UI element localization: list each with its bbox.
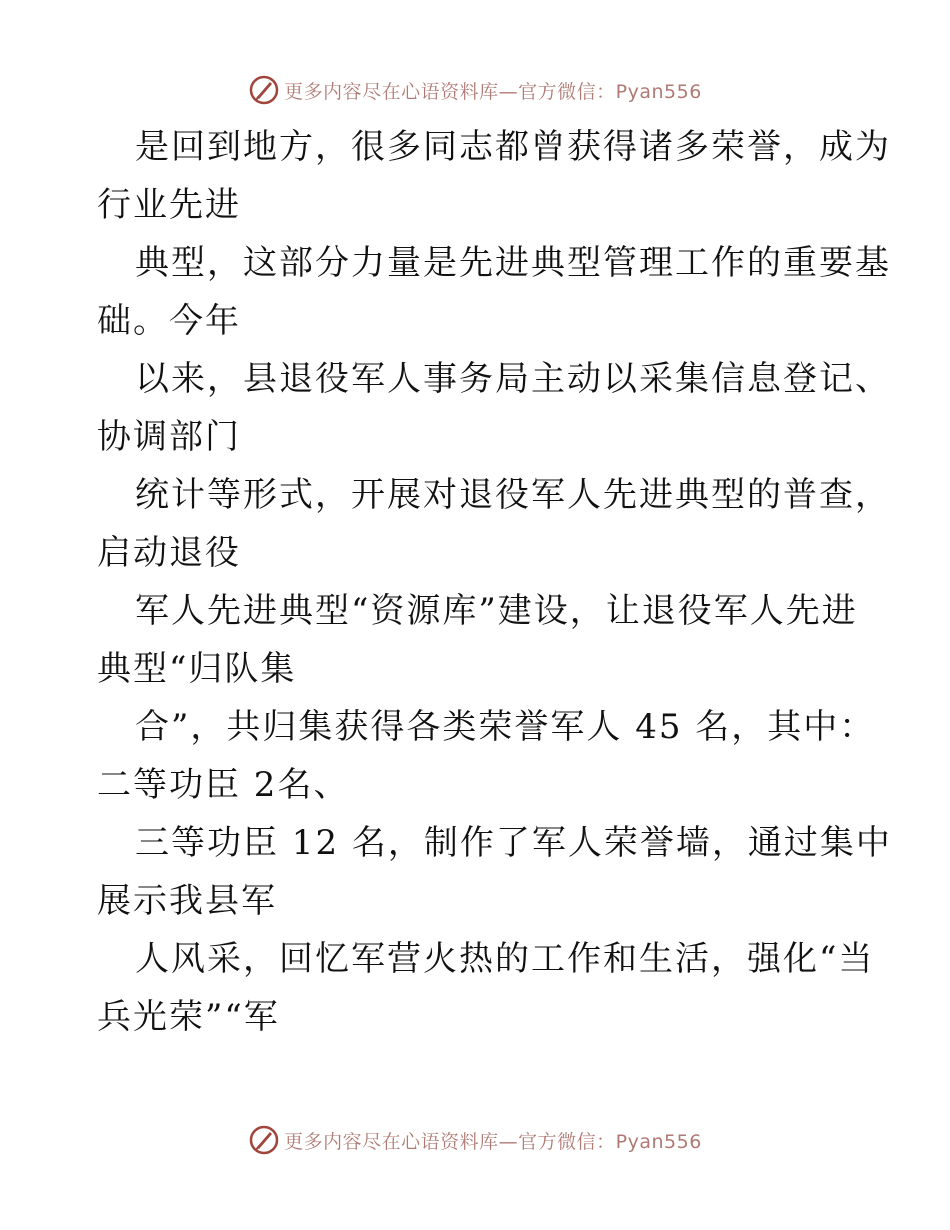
header-banner-text: 更多内容尽在心语资料库—官方微信：Pyan556	[284, 80, 702, 103]
document-body	[97, 118, 892, 1046]
paragraph-line: 展示我县军	[97, 881, 277, 921]
paragraph	[97, 930, 875, 1046]
paragraph-line: 典型，这部分力量是先进典型管理工作的重要基	[135, 243, 891, 283]
paragraph-line: 军人先进典型“资源库”建设，让退役军人先进	[135, 591, 858, 631]
paragraph	[97, 814, 892, 930]
paragraph-line: 合”，共归集获得各类荣誉军人 45 名，其中：	[135, 707, 876, 747]
header-banner	[0, 70, 950, 110]
paragraph	[97, 350, 891, 466]
paragraph	[97, 466, 891, 582]
paragraph	[97, 582, 867, 698]
paragraph-line: 协调部门	[97, 417, 241, 457]
paragraph-line: 行业先进	[97, 185, 241, 225]
paragraph	[97, 118, 891, 234]
paragraph-line: 统计等形式，开展对退役军人先进典型的普查，	[135, 475, 891, 515]
quill-logo-icon	[248, 1124, 280, 1156]
paragraph-line: 础。今年	[97, 301, 241, 341]
paragraph-line: 启动退役	[97, 533, 241, 573]
paragraph-line: 典型“归队集	[97, 649, 297, 689]
quill-logo-icon	[248, 74, 280, 106]
paragraph-line: 人风采，回忆军营火热的工作和生活，强化“当	[135, 939, 875, 979]
paragraph-line: 三等功臣 12 名，制作了军人荣誉墙，通过集中	[135, 823, 892, 863]
paragraph-line: 二等功臣 2名、	[97, 765, 350, 805]
paragraph	[97, 698, 876, 814]
footer-banner	[0, 1120, 950, 1160]
footer-banner-text: 更多内容尽在心语资料库—官方微信：Pyan556	[284, 1130, 702, 1153]
paragraph	[97, 234, 891, 350]
paragraph-line: 兵光荣”“军	[97, 997, 280, 1037]
paragraph-line: 是回到地方，很多同志都曾获得诸多荣誉，成为	[135, 127, 891, 167]
paragraph-line: 以来，县退役军人事务局主动以采集信息登记、	[135, 359, 891, 399]
